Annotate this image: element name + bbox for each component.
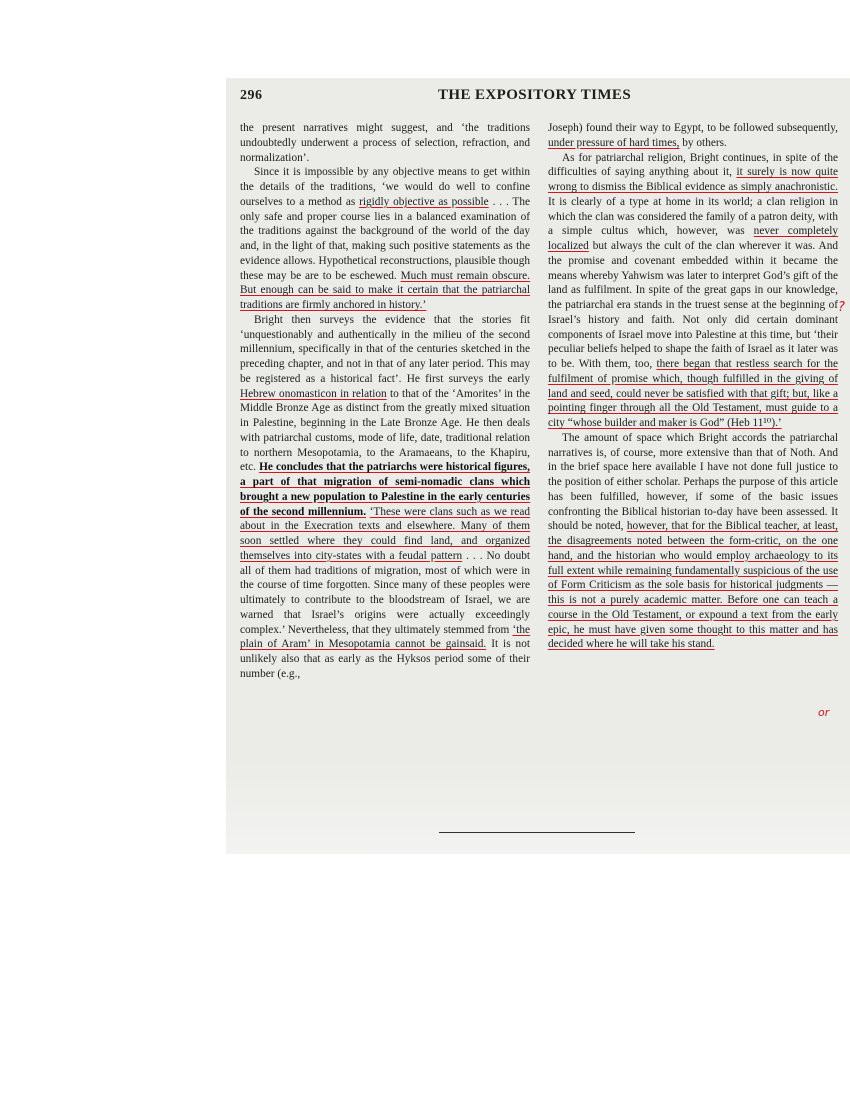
paragraph <box>548 121 838 151</box>
left-column <box>240 121 530 682</box>
underlined-passage: He concludes that the patriarchs were historical figures, a part of that migration of semi-nomadic clans which brought a new population to Palestine in the early centuries of the second millennium. <box>240 461 530 518</box>
paragraph: the present narratives might suggest, and ‘the traditions undoubtedly underwent a process of selection, refraction, and normalization’. <box>240 122 530 164</box>
underlined-passage: rigidly objective as possible <box>359 195 489 208</box>
underlined-passage: however, that for the Biblical teacher, at least, the disagreements noted between the form-critic, on the one hand, and the historian who would employ archaeology to its full extent while remaining fundamentally suspicious of the use of Form Criticism as the sole basis for historical judgments —this is not a purely academic matter. Before one can teach a course in the Old Testament, or expound a text from the early epic, he must have given some thought to this matter and has decided where he will take his stand. <box>548 520 838 651</box>
underlined-passage: ‘the plain of Aram’ in Mesopotamia cannot be gainsaid. <box>240 623 531 651</box>
underlined-passage: never completely localized <box>548 225 838 252</box>
text-run: by others. <box>682 136 727 149</box>
underlined-passage: Hebrew onomasticon in relation <box>240 387 387 400</box>
scan-bottom-fade <box>226 760 850 854</box>
underlined-passage: it surely is now quite wrong to dismiss the Biblical evidence as simply anachronistic. <box>548 166 838 193</box>
text-run: It is not unlikely also that as early as the Hyksos period some of their number (e.g., <box>240 638 530 680</box>
text-run: . . . No doubt all of them had traditions of migration, most of which were in the course of time forgotten. Since many of these peoples were ultimately to contribute to the bloodstream of Israel, we are warned that Israel’s origins were actually exceedingly complex.’ Nevertheless, that they ultimately stemmed from <box>240 549 530 636</box>
paragraph <box>548 151 838 431</box>
end-rule <box>439 832 635 833</box>
text-run: Since it is impossible by any objective means to get within the details of the traditions, ‘we would do well to confine ourselves to a method as <box>240 166 530 208</box>
underlined-passage: under pressure of hard times, <box>548 136 680 149</box>
text-run: Joseph) found their way to Egypt, to be followed subsequently, <box>548 122 838 134</box>
page-number: 296 <box>240 88 263 103</box>
text-run: Bright then surveys the evidence that the stories fit ‘unquestionably and authentically in the milieu of the second millennium, specifically in that of the centuries sketched in the preceding chapter, and not in that of any later period. This may be registered as a historical fact’. He first surveys the early <box>240 313 530 385</box>
underlined-passage: Much must remain obscure. But enough can be said to make it certain that the patriarchal traditions are firmly anchored in history.’ <box>240 269 530 311</box>
paragraph <box>240 165 530 313</box>
underlined-passage: ‘These were clans such as we read about in the Execration texts and elsewhere. Many of them soon settled where they could find land, and organized themselves into city-states with a feudal pattern <box>240 505 530 562</box>
underlined-passage: there began that restless search for the fulfilment of promise which, though fulfilled in the giving of land and seed, could never be satisfied with that gift; but, like a pointing finger through all the Old Testament, must guide to a city “whose builder and maker is God” (Heb 11¹⁰).’ <box>548 358 838 429</box>
text-run: to that of the ‘Amorites’ in the Middle Bronze Age as distinct from the greatly mixed situation in Palestine, beginning in the Late Bronze Age. He then deals with patriarchal customs, mode of life, date, traditional relation to northern Mesopotamia, to the Aramaeans, to the Khapiru, etc. <box>240 387 531 474</box>
text-run: As for patriarchal religion, Bright continues, in spite of the difficulties of saying anything about it, <box>548 151 838 179</box>
margin-annotation: ? <box>838 300 845 315</box>
text-run: It is clearly of a type at home in its world; a clan religion in which the clan was considered the family of a patron deity, with a simple cultus which, however, was <box>548 195 838 238</box>
right-column <box>548 121 838 652</box>
paragraph <box>240 313 530 682</box>
text-run: but always the cult of the clan wherever it was. And the promise and covenant embedded within it became the means whereby Yahwism was later to interpret God’s gift of the land as fulfilment. In spite of the great gaps in our knowledge, the patriarchal era stands in the truest sense at the beginning of Israel’s history and faith. Not only did certain dominant components of Israel move into Palestine at this time, but ‘their peculiar beliefs helped to shape the faith of Israel as it later was to be. With them, too, <box>548 240 838 370</box>
margin-annotation: or <box>818 706 830 719</box>
paragraph <box>548 431 838 652</box>
running-title: THE EXPOSITORY TIMES <box>438 87 632 103</box>
text-run: The amount of space which Bright accords the patriarchal narratives is, of course, more extensive than that of Noth. And in the brief space here available I have not done full justice to the position of either scholar. Perhaps the purpose of this article has been fulfilled, however, if some of the basic issues confronting the Biblical historian to-day have been assessed. It should be noted, <box>548 431 838 533</box>
text-run: . . . The only safe and proper course lies in a balanced examination of the traditions against the background of the world of the day and, in the light of that, making such positive statements as the evidence allows. Hypothetical reconstructions, plausible though these may be are to be eschewed. <box>240 195 530 282</box>
